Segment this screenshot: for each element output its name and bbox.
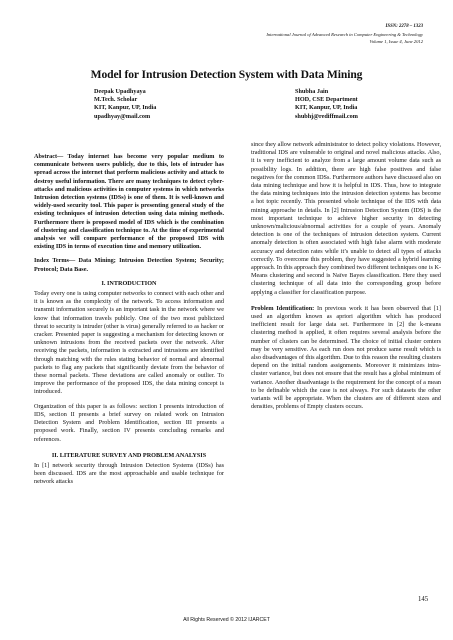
author-2-role: HOD, CSE Department <box>295 96 358 104</box>
footer-copyright: All Rights Reserved © 2012 IJARCET <box>183 617 270 623</box>
page-number: 145 <box>418 596 429 603</box>
author-2-affiliation: KIT, Kanpur, UP, India <box>295 104 358 112</box>
author-2-email: shubhj@rediffmail.com <box>295 112 358 120</box>
author-1-name: Deepak Upadhyaya <box>94 88 146 95</box>
introduction-paragraph-2: Organization of this paper is as follows: section I presents introduction of IDS, section II presents a brief survey on related work on Intrusion Detection System and Problem Identification, section III presents a proposed work. Finally, section IV presents concluding remarks and references. <box>34 402 224 443</box>
issn-label: ISSN: 2278 – 1323 <box>385 24 423 29</box>
journal-name: International Journal of Advanced Research in Computer Engineering & Technology <box>266 32 423 37</box>
right-column <box>251 141 441 412</box>
literature-paragraph-1: In [1] network security through Intrusion Detection Systems (IDSs) has been discussed. IDS are the most approachable and usable technique for network attacks <box>34 461 224 486</box>
author-1-role: M.Tech. Scholar <box>94 96 138 104</box>
index-terms: Index Terms— Data Mining; Intrusion Detection System; Security; Protocol; Data Base. <box>34 257 224 273</box>
literature-paragraph-continued: since they allow network administrator to detect policy violations. However, traditional IDS are vulnerable to original and novel malicious attacks. Also, it is very inefficient to analyze from a large amount volume data such as possibility logs. In addition, there are high false positives and false negatives for the common IDSs. Furthermore authors have discussed also on data mining technique and how it is helpful in IDS. Thus, how to integrate the data mining techniques into the intrusion detection systems has become a hot topic recently. This presented whole technique of the IDS with data mining approache in details. In [2] Intrusion Detection System (IDS) is the most important technique to achieve higher security in detecting unknown/malicious/abnormal activities for a couple of years. Anomaly detection is one of the techniques of intrusion detection system. Current anomaly detection is often associated with high false alarm with moderate accuracy and detection rates while it’s unable to detect all types of attacks correctly. To overcome this problem, they have suggested a hybrid learning approach. In this approach they combined two different techniques one is K-Means clustering and second is Naïve Bayes classification. Here they used clustering technique of all data into the corresponding group before applying a classifier for classification purpose. <box>251 141 441 296</box>
literature-heading: II. LITERATURE SURVEY AND PROBLEM ANALYSIS <box>51 451 207 459</box>
author-2-name: Shubha Jain <box>295 88 329 95</box>
problem-identification-label: Problem Identification: <box>251 304 315 312</box>
author-1-affiliation: KIT, Kanpur, UP, India <box>94 104 157 112</box>
paper-title: Model for Intrusion Detection System with Data Mining <box>90 68 363 81</box>
left-column <box>34 153 224 487</box>
problem-identification-paragraph <box>251 305 441 412</box>
introduction-heading: I. INTRODUCTION <box>101 279 157 287</box>
author-1-email: upadhyay@mail.com <box>94 112 151 120</box>
volume-info: Volume 1, Issue 4, June 2012 <box>369 39 423 44</box>
problem-identification-text: In previous work it has been observed that [1] used an algorithm known as apriori algorithm which has produced inefficient result for large data set. Furthermore in [2] the k-means clustering method is applied, it often requires several analysis before the number of clusters can be determined. The choice of initial cluster centers may be very sensitive. As each run does not produce same result which is also disadvantages of this algorithm. Due to this reason the resulting clusters depend on the initial random assignments. Moreover it minimizes intra-cluster variance, but does not ensure that the result has a global minimum of variance. Another disadvantage is the requirement for the concept of a mean to be definable which the case is not always. For such datasets the other variants will be appropriate. When the clusters are of different sizes and densities, problems of Empty clusters occurs. <box>251 304 441 411</box>
abstract: Abstract— Today internet has become very popular medium to communicate between users publicly, due to this, lots of intruder has spread across the internet that perform malicious activity and attack to destroy useful information. There are many techniques to detect cyber-attacks and malicious activities in computer systems in which networks Intrusion detection systems (IDSs) is one of them. It is well-known and widely-used security tool. This paper is presenting general study of the existing techniques of intrusion detection using data mining methods. Furthermore there is proposed model of IDS which is the combination of clustering and classification technique to. At the time of experimental analysis we will compare performance of the proposed IDS with existing IDS in terms of execution time and memory utilization. <box>34 153 224 251</box>
author-2 <box>295 88 358 121</box>
author-1 <box>94 88 156 121</box>
introduction-paragraph-1: Today every one is using computer networks to connect with each other and it is known as the complexity of the network. To access information and transmit information securely is an important task in the network where we know that information travels publicly. One of the two most publicized threat to security is intruder (other is virus) generally referred to as hacker or cracker. Presented paper is suggesting a mechanism for detecting known or unknown intrusions from the received packets over the network. After receiving the packets, information is extracted and intrusions are identified through matching with the rules stating behavior of normal and abnormal packets to flag any packets that significantly deviate from the behavior of these normal packets. These deviations are called anomaly or outlier. To improve the performance of the proposed IDS, the data mining concept is introduced. <box>34 290 224 396</box>
